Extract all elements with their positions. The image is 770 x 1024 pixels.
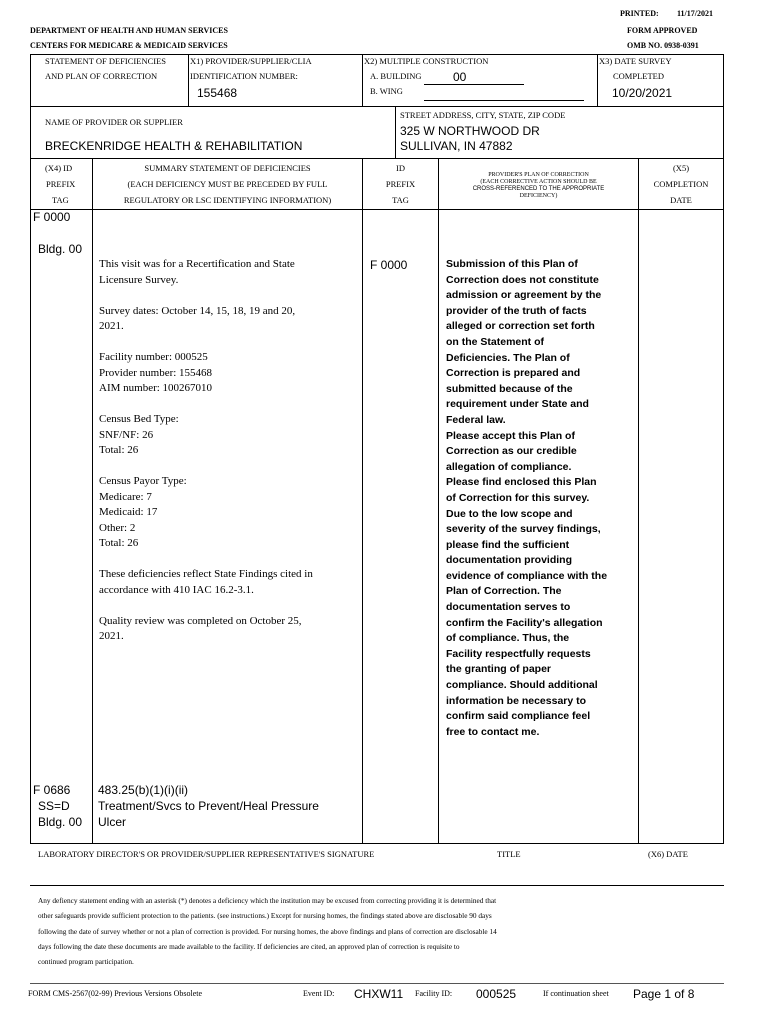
address-label: STREET ADDRESS, CITY, STATE, ZIP CODE [400, 110, 566, 120]
date-label: DATE [670, 195, 692, 205]
poc-line: Submission of this Plan of [446, 258, 578, 270]
id-prefix-label: PREFIX [385, 179, 416, 189]
poc-line: allegation of compliance. [446, 460, 572, 473]
summary-line: 2021. [99, 320, 124, 332]
address-line-1: 325 W NORTHWOOD DR [400, 124, 540, 138]
form-approved: FORM APPROVED [627, 26, 698, 35]
plan-header-2: (EACH CORRECTIVE ACTION SHOULD BE [480, 179, 597, 185]
summary-line: Total: 26 [99, 537, 139, 549]
summary-line: Medicare: 7 [99, 490, 152, 503]
x5-label: (X5) [672, 163, 690, 173]
poc-line: the granting of paper [446, 663, 551, 676]
building-value: 00 [453, 70, 467, 84]
summary-header-1: SUMMARY STATEMENT OF DEFICIENCIES [144, 163, 311, 173]
x4-tag-label: TAG [52, 195, 69, 205]
poc-line: Correction does not constitute [446, 273, 599, 286]
poc-line: admission or agreement by the [446, 289, 602, 302]
summary-line: Total: 26 [99, 444, 139, 456]
plan-header-1: PROVIDER'S PLAN OF CORRECTION [488, 172, 589, 178]
summary-statement-text [99, 257, 359, 660]
poc-line: Facility respectfully requests [446, 647, 591, 660]
statement-label-2: AND PLAN OF CORRECTION [45, 71, 158, 81]
omb-number: OMB NO. 0938-0391 [627, 41, 699, 50]
disclaimer-line: days following the date these documents are made available to the facility. If deficiencies are cited, an approved plan of correction is requisite to [38, 941, 460, 951]
summary-line: 2021. [99, 630, 124, 642]
provider-name: BRECKENRIDGE HEALTH & REHABILITATION [45, 139, 303, 153]
id-label: ID [396, 163, 405, 173]
poc-line: Please find enclosed this Plan [446, 476, 597, 489]
survey-completed-date: 10/20/2021 [612, 86, 673, 100]
summary-line: Licensure Survey. [99, 273, 179, 286]
signature-label: LABORATORY DIRECTOR'S OR PROVIDER/SUPPLIER REPRESENTATIVE'S SIGNATURE [38, 849, 375, 859]
poc-line: please find the sufficient [446, 538, 570, 551]
agency-centers: CENTERS FOR MEDICARE & MEDICAID SERVICES [30, 41, 228, 50]
plan-header-4: DEFICIENCY) [519, 193, 558, 199]
poc-line: Federal law. [446, 413, 506, 426]
disclaimer-line: other safeguards provide sufficient protection to the patients. (see instructions.) Except for nursing homes, the findings stated above are disclosable 90 days [38, 911, 492, 921]
building-label: A. BUILDING [370, 71, 422, 81]
x3-label-2: COMPLETED [613, 71, 664, 81]
address-line-2: SULLIVAN, IN 47882 [400, 139, 513, 153]
poc-line: submitted because of the [446, 382, 573, 395]
provider-id-number: 155468 [197, 86, 238, 100]
poc-line: requirement under State and [446, 398, 589, 411]
summary-paragraph [99, 474, 359, 552]
poc-line: confirm the Facility's allegation [446, 616, 603, 629]
disclaimer-text [38, 893, 497, 969]
poc-line: on the Statement of [446, 335, 545, 348]
title-label: TITLE [497, 849, 521, 859]
continuation-label: If continuation sheet [543, 989, 609, 998]
summary-header-2: (EACH DEFICIENCY MUST BE PRECEDED BY FULL [127, 179, 328, 189]
printed-date: 11/17/2021 [677, 9, 714, 18]
summary-paragraph [99, 567, 359, 598]
poc-line: compliance. Should additional [446, 679, 598, 692]
summary-line: Provider number: 155468 [99, 366, 213, 379]
poc-line: documentation serves to [446, 601, 571, 614]
poc-line: information be necessary to [446, 694, 587, 707]
summary-line: Other: 2 [99, 521, 136, 534]
scope-severity: SS=D [38, 799, 70, 813]
disclaimer-line: Any defiency statement ending with an asterisk (*) denotes a deficiency which the institution may be excused from correcting providing it is determined that [38, 896, 497, 905]
summary-line: Census Bed Type: [99, 413, 179, 425]
disclaimer-line: following the date of survey whether or not a plan of correction is provided. For nursing homes, the above findings and plans of correction are disclosable 14 [38, 926, 497, 936]
plan-id-tag-f0000: F 0000 [370, 258, 408, 272]
summary-line: Facility number: 000525 [99, 351, 208, 363]
summary-line: Survey dates: October 14, 15, 18, 19 and 20, [99, 304, 296, 317]
wing-label: B. WING [370, 86, 403, 96]
building-tag-2: Bldg. 00 [38, 815, 83, 829]
regulation-citation: 483.25(b)(1)(i)(ii) [98, 783, 189, 797]
deficiency-title-2: Ulcer [98, 815, 127, 829]
x3-label-1: X3) DATE SURVEY [599, 56, 672, 66]
facility-id-value: 000525 [476, 987, 517, 1001]
deficiency-tag-f0686: F 0686 [33, 783, 71, 797]
poc-line: Plan of Correction. The [446, 585, 562, 598]
agency-department: DEPARTMENT OF HEALTH AND HUMAN SERVICES [30, 26, 228, 35]
statement-label-1: STATEMENT OF DEFICIENCIES [45, 56, 167, 66]
completion-label: COMPLETION [653, 179, 709, 189]
x4-id-label: (X4) ID [45, 163, 73, 173]
summary-paragraph [99, 257, 359, 288]
plan-of-correction-text [446, 257, 636, 740]
facility-id-label: Facility ID: [415, 989, 453, 998]
poc-line: confirm said compliance feel [446, 710, 591, 723]
poc-line: free to contact me. [446, 725, 540, 738]
building-tag: Bldg. 00 [38, 242, 83, 256]
summary-paragraph [99, 350, 359, 397]
event-id-label: Event ID: [303, 989, 335, 998]
summary-header-3: REGULATORY OR LSC IDENTIFYING INFORMATION) [123, 195, 332, 205]
summary-paragraph [99, 304, 359, 335]
summary-line: This visit was for a Recertification and State [99, 258, 295, 270]
disclaimer-line: continued program participation. [38, 957, 134, 967]
plan-header-3: CROSS-REFERENCED TO THE APPROPRIATE [472, 186, 605, 192]
x2-label: X2) MULTIPLE CONSTRUCTION [364, 56, 489, 66]
x6-date-label: (X6) DATE [648, 849, 688, 859]
summary-line: SNF/NF: 26 [99, 428, 154, 441]
id-tag-label: TAG [392, 195, 409, 205]
deficiency-title-1: Treatment/Svcs to Prevent/Heal Pressure [98, 799, 319, 813]
x1-label-2: IDENTIFICATION NUMBER: [190, 71, 298, 81]
poc-line: severity of the survey findings, [446, 523, 601, 536]
poc-line: of compliance. Thus, the [446, 632, 570, 645]
poc-line: alleged or correction set forth [446, 320, 595, 333]
summary-line: accordance with 410 IAC 16.2-3.1. [99, 583, 254, 596]
poc-line: evidence of compliance with the [446, 569, 608, 582]
poc-line: Correction as our credible [446, 445, 577, 458]
provider-name-label: NAME OF PROVIDER OR SUPPLIER [45, 117, 183, 127]
poc-line: of Correction for this survey. [446, 491, 590, 504]
x1-label-1: X1) PROVIDER/SUPPLIER/CLIA [190, 56, 312, 66]
poc-line: Correction is prepared and [446, 367, 581, 380]
printed-label: PRINTED: [620, 9, 659, 18]
poc-line: provider of the truth of facts [446, 304, 587, 317]
poc-line: documentation providing [446, 554, 572, 567]
summary-line: These deficiencies reflect State Findings cited in [99, 568, 313, 580]
event-id-value: CHXW11 [354, 987, 404, 1001]
summary-line: Census Payor Type: [99, 475, 187, 487]
poc-line: Please accept this Plan of [446, 429, 575, 442]
form-number: FORM CMS-2567(02-99) Previous Versions Obsolete [28, 989, 203, 998]
poc-line: Deficiencies. The Plan of [446, 351, 570, 364]
summary-paragraph [99, 614, 359, 645]
deficiency-tag-f0000: F 0000 [33, 210, 71, 224]
summary-line: AIM number: 100267010 [99, 382, 213, 394]
summary-paragraph [99, 412, 359, 459]
page-number: Page 1 of 8 [633, 987, 695, 1001]
x4-prefix-label: PREFIX [46, 179, 76, 189]
summary-line: Quality review was completed on October 25, [99, 614, 302, 627]
poc-line: Due to the low scope and [446, 507, 573, 520]
summary-line: Medicaid: 17 [99, 506, 158, 518]
